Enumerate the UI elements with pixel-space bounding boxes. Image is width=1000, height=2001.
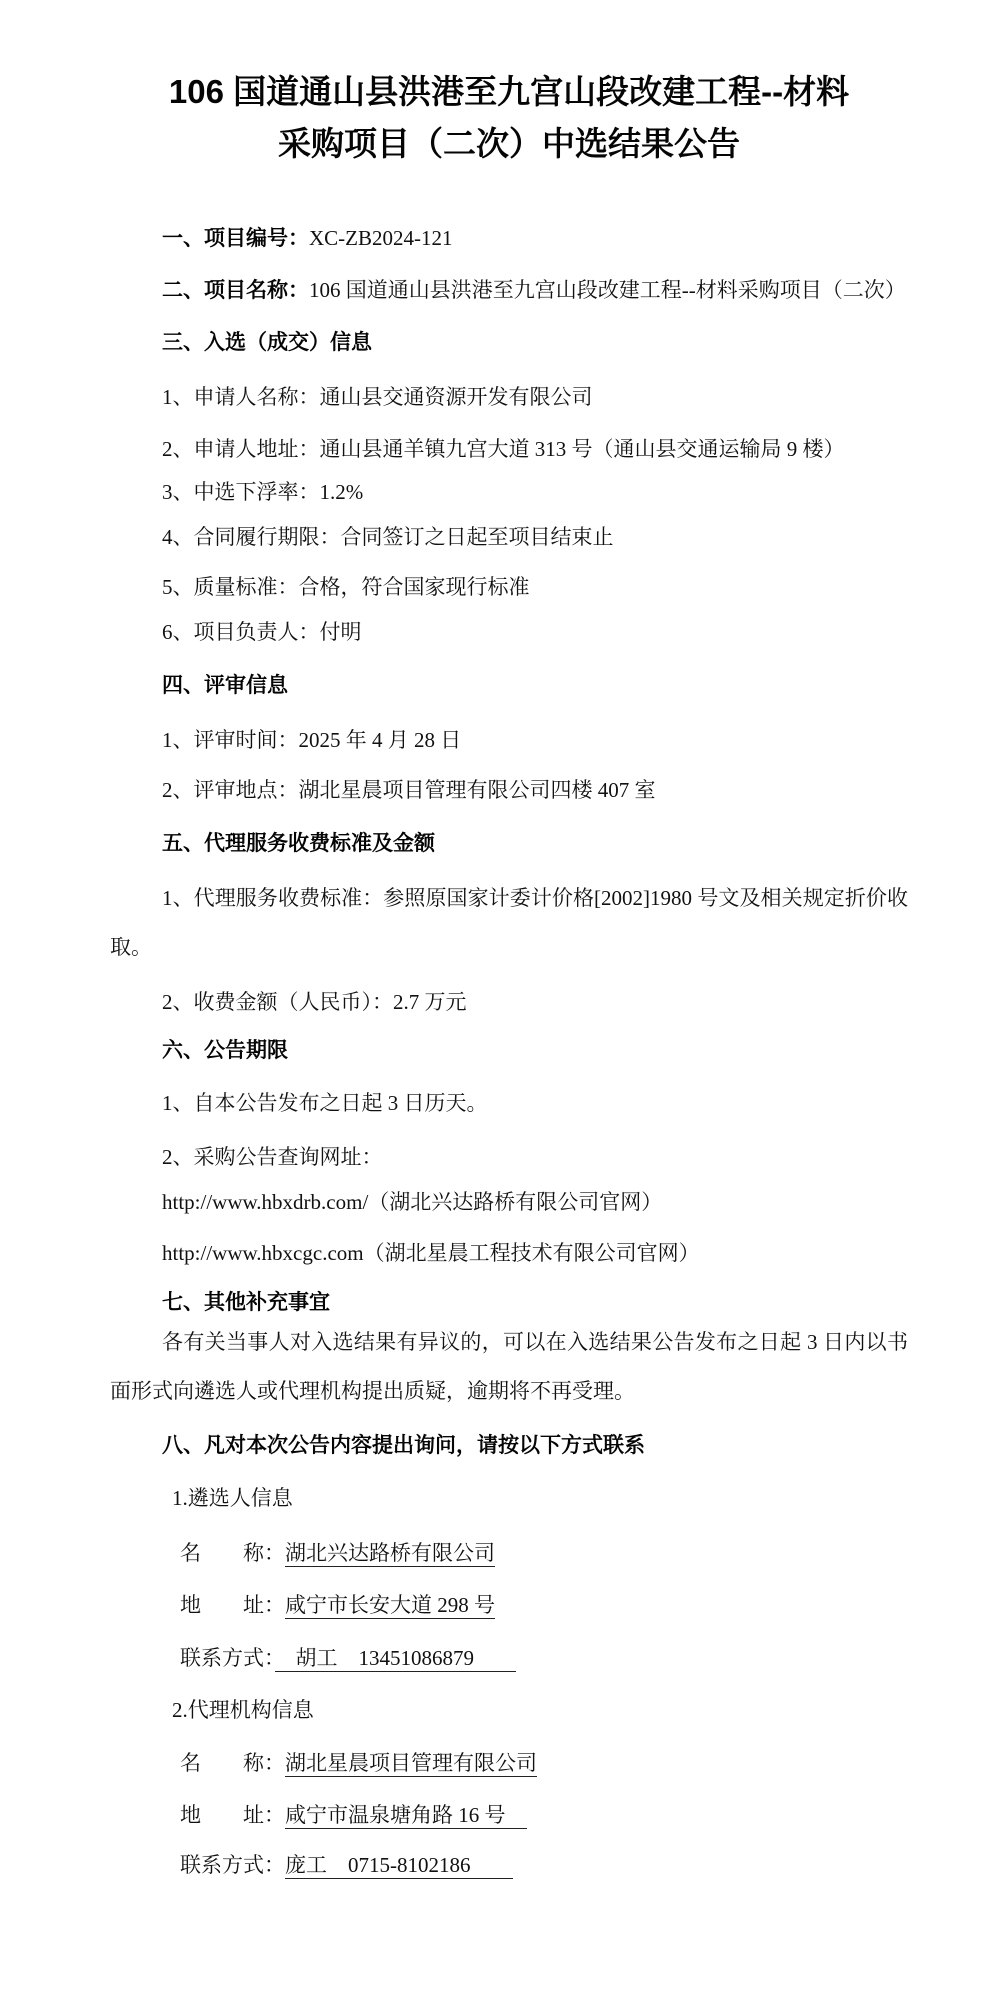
agency-contact-label: 联系方式：: [180, 1853, 285, 1877]
project-number-value: XC-ZB2024-121: [309, 226, 453, 250]
selector-contact-row: [180, 1634, 908, 1683]
title-line-2: 采购项目（二次）中选结果公告: [278, 125, 740, 162]
agency-addr-label: 地 址：: [180, 1803, 285, 1827]
selector-name-value: 湖北兴达路桥有限公司: [285, 1541, 495, 1565]
agency-fee-amount: 2、收费金额（人民币）：2.7 万元: [162, 990, 467, 1014]
review-item-location: 2、评审地点：湖北星晨项目管理有限公司四楼 407 室: [162, 778, 656, 802]
section-heading-contact: 八、凡对本次公告内容提出询问，请按以下方式联系: [162, 1433, 645, 1457]
section-heading-agency-fee: 五、代理服务收费标准及金额: [162, 831, 435, 855]
section-heading-selection-info: 三、入选（成交）信息: [162, 330, 372, 354]
agency-name-value: 湖北星晨项目管理有限公司: [285, 1751, 537, 1775]
supplement-body: 各有关当事人对入选结果有异议的，可以在入选结果公告发布之日起 3 日内以书面形式向遴选人或代理机构提出质疑，逾期将不再受理。: [110, 1330, 908, 1403]
project-number-line: [110, 214, 908, 263]
selector-info-heading: 1.遴选人信息: [172, 1486, 293, 1510]
section-heading-supplement: 七、其他补充事宜: [162, 1290, 330, 1314]
section-heading-notice-period: 六、公告期限: [162, 1038, 288, 1062]
notice-url-hbxdrb: http://www.hbxdrb.com/（湖北兴达路桥有限公司官网）: [162, 1190, 663, 1214]
selection-item-contract-period: 4、合同履行期限：合同签订之日起至项目结束止: [162, 525, 614, 549]
agency-fee-standard: 1、代理服务收费标准：参照原国家计委计价格[2002]1980 号文及相关规定折价收取。: [110, 886, 908, 959]
project-name-line: [110, 266, 908, 315]
notice-period-duration: 1、自本公告发布之日起 3 日历天。: [162, 1091, 488, 1115]
section-heading-review-info: 四、评审信息: [162, 673, 288, 697]
notice-period-query-url: 2、采购公告查询网址：: [162, 1145, 383, 1169]
selection-item-applicant-addr: 2、申请人地址：通山县通羊镇九宫大道 313 号（通山县交通运输局 9 楼）: [162, 437, 845, 461]
selector-addr-row: [180, 1581, 908, 1630]
project-name-value: 106 国道通山县洪港至九宫山段改建工程--材料采购项目（二次）: [309, 278, 906, 302]
selection-item-discount-rate: 3、中选下浮率：1.2%: [162, 480, 364, 504]
selector-contact-label: 联系方式：: [180, 1646, 275, 1670]
selection-item-project-manager: 6、项目负责人：付明: [162, 620, 362, 644]
document-title: [110, 66, 908, 170]
agency-addr-row: [180, 1791, 908, 1840]
selector-addr-label: 地 址：: [180, 1593, 285, 1617]
selection-item-applicant-name: 1、申请人名称：通山县交通资源开发有限公司: [162, 385, 593, 409]
agency-name-label: 名 称：: [180, 1751, 285, 1775]
agency-contact-value: 庞工 0715-8102186: [285, 1853, 513, 1877]
review-item-time: 1、评审时间：2025 年 4 月 28 日: [162, 728, 462, 752]
selector-name-label: 名 称：: [180, 1541, 285, 1565]
title-line-1: 106 国道通山县洪港至九宫山段改建工程--材料: [168, 73, 850, 110]
notice-url-hbxcgc: http://www.hbxcgc.com（湖北星晨工程技术有限公司官网）: [162, 1241, 700, 1265]
agency-contact-row: [180, 1841, 908, 1890]
agency-info-heading: 2.代理机构信息: [172, 1698, 314, 1722]
project-name-label: 二、项目名称：: [162, 278, 309, 302]
project-number-label: 一、项目编号：: [162, 226, 309, 250]
selector-name-row: [180, 1529, 908, 1578]
selector-addr-value: 咸宁市长安大道 298 号: [285, 1593, 495, 1617]
agency-addr-value: 咸宁市温泉塘角路 16 号: [285, 1803, 527, 1827]
agency-name-row: [180, 1739, 908, 1788]
selector-contact-value: 胡工 13451086879: [274, 1646, 516, 1670]
selection-item-quality-standard: 5、质量标准：合格，符合国家现行标准: [162, 575, 530, 599]
